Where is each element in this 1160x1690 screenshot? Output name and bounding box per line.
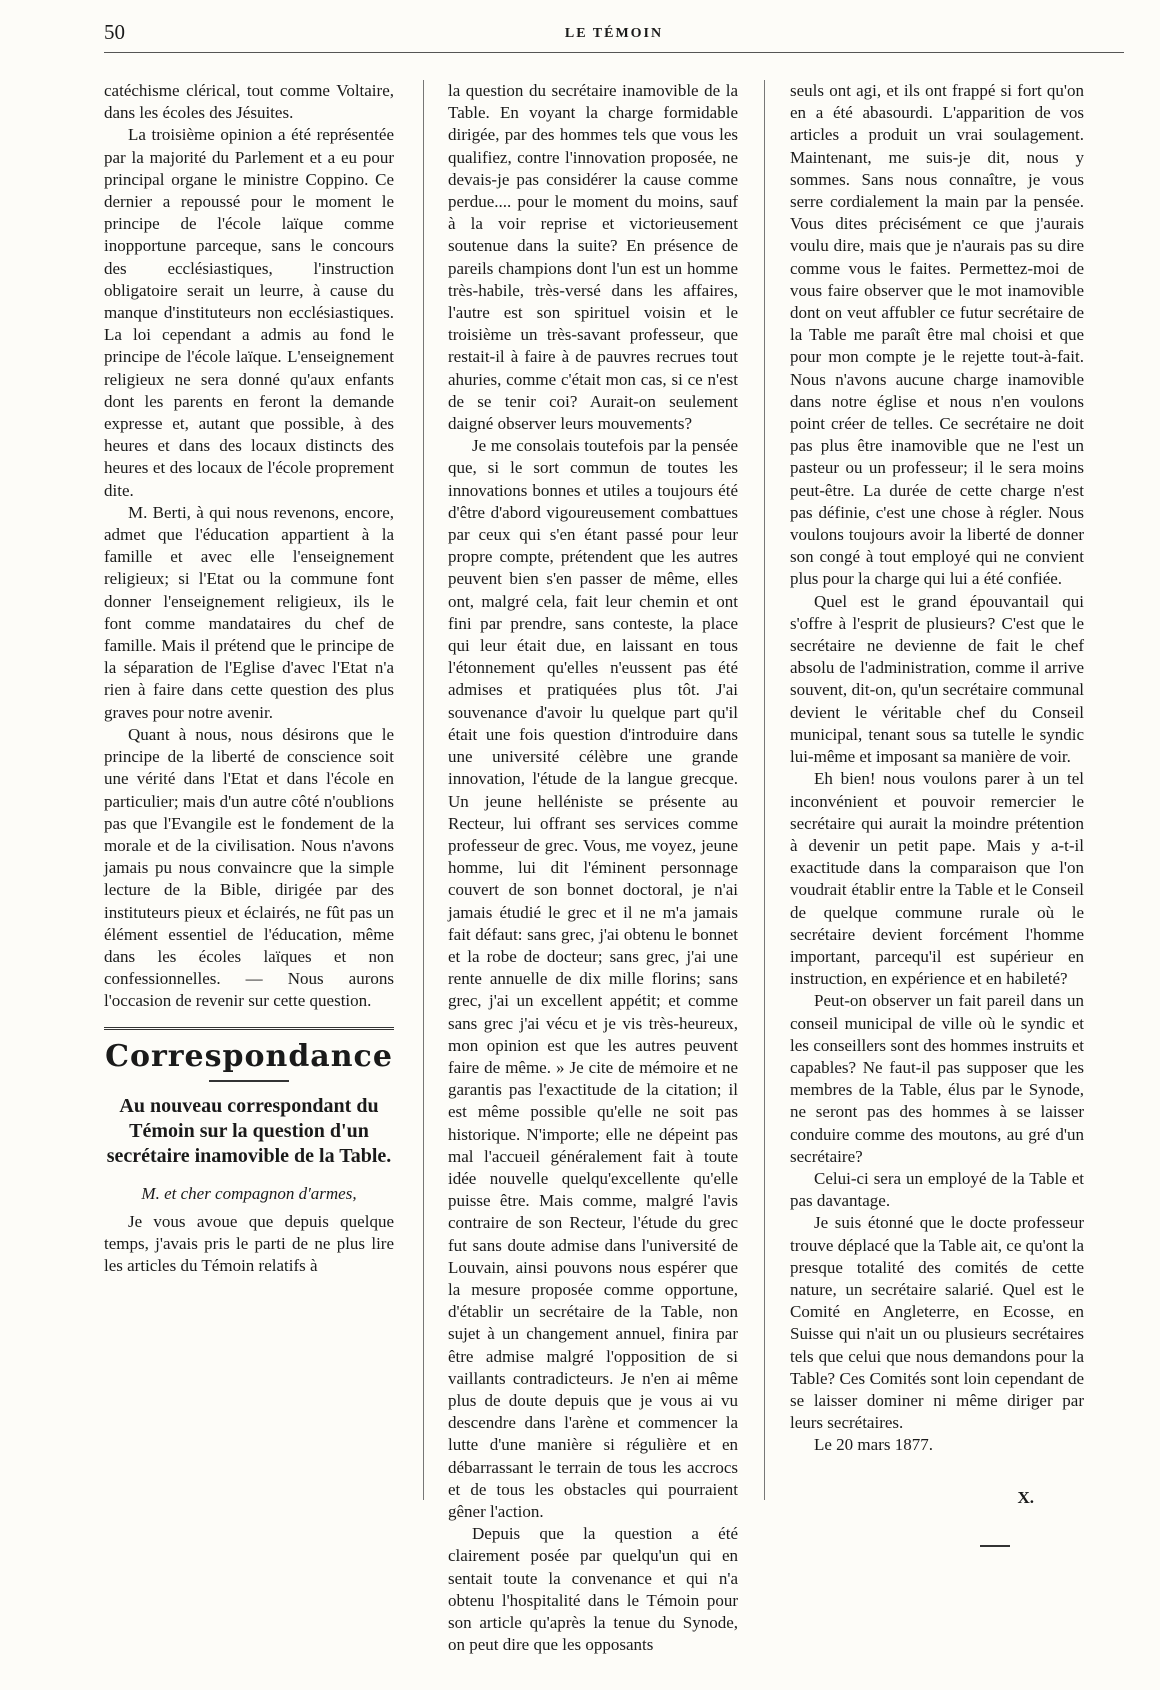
paragraph: La troisième opinion a été représentée par la majorité du Parlement et a eu pour principal organe le ministre Coppino. Ce dernier a repoussé pour le moment le principe de l'école laïque comme inopportune parceque, sans le concours des ecclésiastiques, l'instruction obligatoire serait un leurre, à cause du manque d'instituteurs non ecclésiastiques. La loi cependant a admis au fond le principe de l'école laïque. L'enseignement religieux ne sera donné qu'aux enfants dont les parents en feront la demande expresse et, autant que possible, à des heures et dans des locaux distincts des heures et des locaux de l'école proprement dite. [104, 125, 394, 500]
section-heading: Correspondance [105, 1038, 393, 1074]
paragraph: Depuis que la question a été clairement posée par quelqu'un qui en sentait toute la convenance et qui n'a obtenu l'hospitalité dans le Témoin pour son article qu'après la tenue du Synode, on peut dire que les opposants [448, 1524, 738, 1655]
paragraph: Quant à nous, nous désirons que le principe de la liberté de conscience soit une vérité dans l'Etat et dans l'école en particulier; mais d'un autre côté n'oublions pas que l'Evangile est le fondement de la morale et de la civilisation. Nous n'avons jamais pu nous convaincre que la simple lecture de la Bible, dirigée par des instituteurs pieux et éclairés, ne fût pas un élément essentiel de l'éducation, même dans les écoles laïques et non confessionnelles. — Nous aurons l'occasion de revenir sur cette question. [104, 724, 394, 1011]
section-rule [104, 1027, 394, 1030]
page-header [104, 14, 1124, 54]
column-3 [790, 80, 1084, 1547]
page-number: 50 [104, 20, 125, 44]
letter-title: Au nouveau correspondant du Témoin sur la question d'un secrétaire inamovible de la Table. [106, 1094, 392, 1167]
paragraph: Eh bien! nous voulons parer à un tel inconvénient et pouvoir remercier le secrétaire qui aurait la moindre prétention à devenir un petit pape. Mais y a-t-il exactitude dans la comparaison que l'on voudrait établir entre la Table et le Conseil de quelque commune rurale où le secrétaire devient forcément l'homme important, parcequ'il est supérieur en instruction, en expérience et en habileté? [790, 769, 1084, 989]
signature: X. [1017, 1487, 1034, 1507]
paragraph: Celui-ci sera un employé de la Table et pas davantage. [790, 1168, 1084, 1211]
running-title: LE TÉMOIN [564, 26, 664, 41]
paragraph: seuls ont agi, et ils ont frappé si fort qu'on en a été abasourdi. L'apparition de vos articles a produit un vrai soulagement. Maintenant, me suis-je dit, nous y sommes. Sans nous connaître, je vous serre cordialement la main par la pensée. Vous dites précisément ce que j'aurais voulu dire, mais que je n'aurais pas su dire comme vous le faites. Permettez-moi de vous faire observer que le mot inamovible dont on veut affubler ce futur secrétaire de la Table me paraît être mal choisi et que pour mon compte je le rejette tout-à-fait. Nous n'avons aucune charge inamovible dans notre église et nous n'en voulons point créer de telles. Ce secrétaire ne doit pas plus être inamovible que ne l'est un pasteur ou un professeur; il le sera moins peut-être. La durée de cette charge n'est pas définie, c'est une chose à régler. Nous voulons toujours avoir la liberté de donner son congé à tout employé qui ne convient plus pour la charge qui lui a été confiée. [790, 81, 1084, 589]
column-2 [448, 80, 738, 1656]
column-divider [423, 80, 424, 1500]
paragraph: Quel est le grand épouvantail qui s'offre à l'esprit de plusieurs? C'est que le secrétaire ne devienne de fait le chef absolu de l'administration, comme il arrive souvent, dit-on, qu'un secrétaire communal devient le véritable chef du Conseil municipal, tenant sous sa tutelle le syndic lui-même et imposant sa manière de voir. [790, 591, 1084, 767]
salutation: M. et cher compagnon d'armes, [141, 1183, 357, 1203]
paragraph: M. Berti, à qui nous revenons, encore, admet que l'éducation appartient à la famille et avec elle l'enseignement religieux; si l'Etat ou la commune font donner l'enseignement religieux, ils le font comme mandataires du chef de famille. Mais il prétend que le principe de la séparation de l'Eglise d'avec l'Etat n'a rien à faire dans cette question des plus graves pour notre avenir. [104, 502, 394, 722]
paragraph: Je me consolais toutefois par la pensée que, si le sort commun de toutes les innovations bonnes et utiles a toujours été d'être d'abord vigoureusement combattues par ceux qui s'en étant passé pour leur propre compte, prétendent que les autres peuvent bien s'en passer de même, elles ont, malgré cela, fait leur chemin et ont fini par prendre, sans conteste, la place qui leur était due, en laissant en tous l'étonnement qu'elles n'eussent pas été admises et pratiquées plus tôt. J'ai souvenance d'avoir lu quelque part qu'il était une fois question d'introduire dans une université célèbre une grande innovation, l'étude de la langue grecque. Un jeune helléniste se présente au Recteur, lui offrant ses services comme professeur de grec. Vous, me voyez, jeune homme, lui dit l'éminent personnage couvert de son bonnet doctoral, je n'ai jamais étudié le grec et il ne m'a jamais fait défaut: sans grec, j'ai obtenu le bonnet et la robe de docteur; sans grec, j'ai une rente annuelle de dix mille florins; sans grec, j'ai un excellent appétit; et comme sans grec j'ai vécu et je vis très-heureux, mon opinion est que les autres peuvent faire de même. » Je cite de mémoire et ne garantis pas l'exactitude de la citation; il est même possible qu'elle ne soit pas historique. N'importe; elle ne dépeint pas mal l'accueil généralement fait à toute idée nouvelle quelqu'excellente qu'elle puisse être. Mais comme, malgré l'avis contraire de son Recteur, l'étude du grec fut sans doute admise dans l'université de Louvain, ainsi pouvons nous espérer que la mesure proposée comme opportune, d'établir un secrétaire de la Table, non sujet à un changement annuel, finira par être admise malgré l'opposition de si vaillants contradicteurs. Je n'en ai même plus de doute depuis que je vous ai vu descendre dans l'arène et commencer la lutte d'une manière si régulière et en débarrassant le terrain de tous les accrocs et de tous les obstacles qui pourraient gêner l'action. [448, 436, 738, 1521]
paragraph: la question du secrétaire inamovible de la Table. En voyant la charge formidable dirigée, par des hommes tels que vous les qualifiez, contre l'innovation proposée, ne devais-je pas considérer la cause comme perdue.... pour le moment du moins, sauf à la voir reprise et victorieusement soutenue dans la suite? En présence de pareils champions dont l'un est un homme très-habile, très-versé dans les affaires, l'autre est son spirituel voisin et le troisième un très-savant professeur, que restait-il à faire à de pauvres recrues tout ahuries, comme c'était mon cas, si ce n'est de se tenir coi? Aurait-on seulement daigné observer leurs mouvements? [448, 81, 738, 434]
paragraph: Peut-on observer un fait pareil dans un conseil municipal de ville où le syndic et les conseillers sont des hommes instruits et capables? Ne faut-il pas supposer que les membres de la Table, élus par le Synode, ne seront pas des hommes à se laisser conduire comme des moutons, au gré d'un secrétaire? [790, 991, 1084, 1166]
heading-underline [209, 1080, 289, 1082]
paragraph: catéchisme clérical, tout comme Voltaire, dans les écoles des Jésuites. [104, 81, 394, 123]
column-1 [104, 80, 394, 1278]
paragraph: Je suis étonné que le docte professeur trouve déplacé que la Table ait, ce qu'ont la presque totalité des comités de cette nature, un secrétaire salarié. Quel est le Comité en Angleterre, en Ecosse, en Suisse qui n'ait un ou plusieurs secrétaires tels que celui que nous demandons pour la Table? Ces Comités sont loin cependant de se laisser dominer ni même diriger par leurs secrétaires. [790, 1213, 1084, 1433]
column-divider [764, 80, 765, 1500]
paragraph: Je vous avoue que depuis quelque temps, j'avais pris le parti de ne plus lire les articles du Témoin relatifs à [104, 1211, 394, 1276]
dateline: Le 20 mars 1877. [814, 1435, 933, 1455]
header-rule [104, 52, 1124, 53]
end-rule [980, 1545, 1010, 1547]
